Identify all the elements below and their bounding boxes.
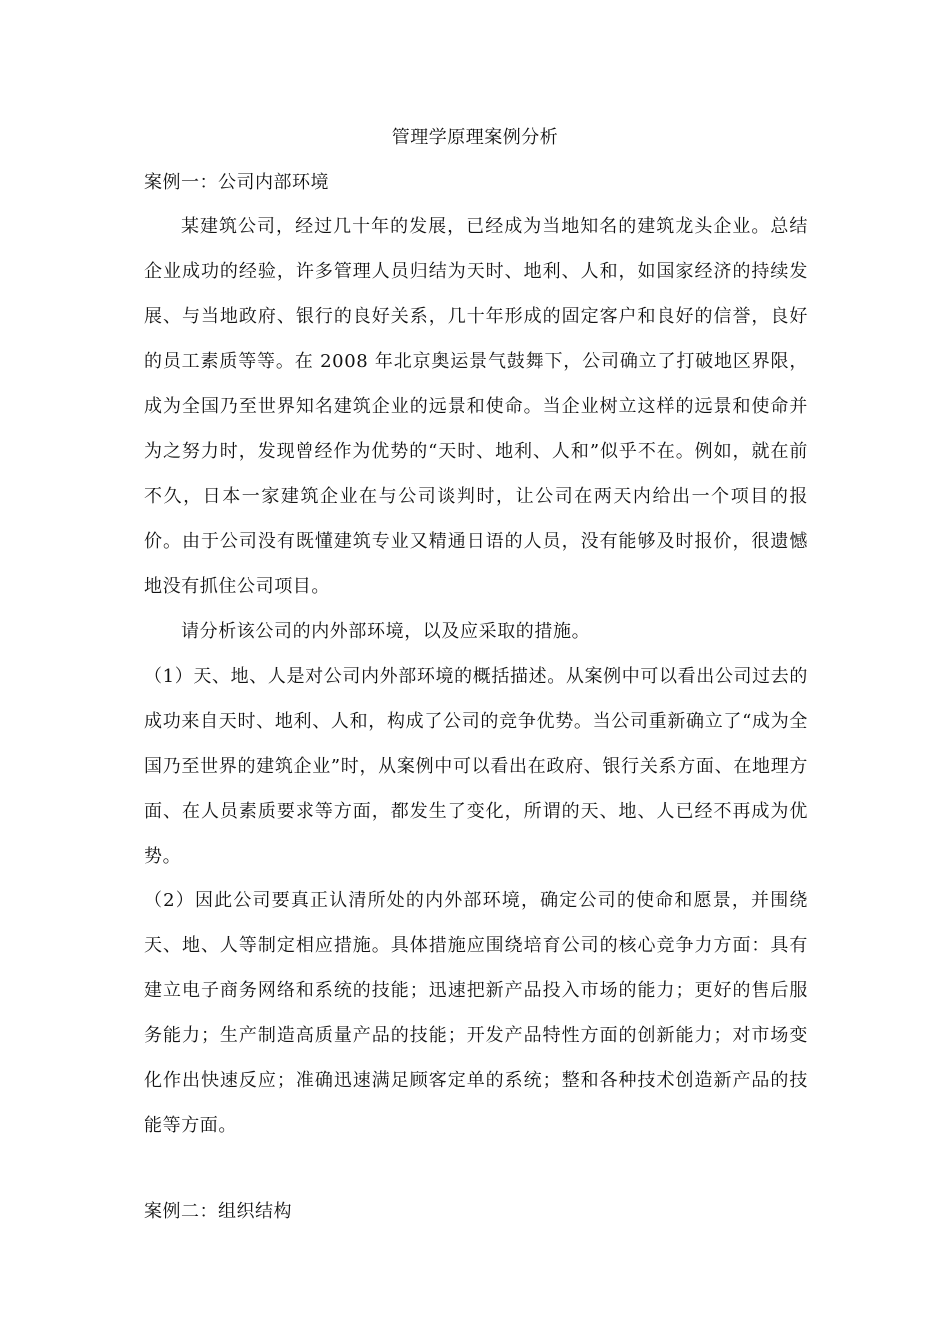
case2-heading: 案例二：组织结构: [144, 1201, 292, 1222]
case1-answer-2: （2）因此公司要真正认清所处的内外部环境，确定公司的使命和愿景，并围绕天、地、人等制定相应措施。具体措施应围绕培育公司的核心竞争力方面：具有建立电子商务网络和系统的技能；迅速把新产品投入市场的能力；更好的售后服务能力；生产制造高质量产品的技能；开发产品特性方面的创新能力；对市场变化作出快速反应；准确迅速满足顾客定单的系统；整和各种技术创造新产品的技能等方面。: [144, 890, 808, 1136]
case1-question: 请分析该公司的内外部环境，以及应采取的措施。: [181, 621, 591, 642]
document-title: 管理学原理案例分析: [391, 127, 559, 148]
case1-heading: 案例一：公司内部环境: [144, 172, 329, 193]
case1-description: 某建筑公司，经过几十年的发展，已经成为当地知名的建筑龙头企业。总结企业成功的经验，许多管理人员归结为天时、地利、人和，如国家经济的持续发展、与当地政府、银行的良好关系，几十年形成的固定客户和良好的信誉，良好的员工素质等等。在 2008 年北京奥运景气鼓舞下，公司确立了打破地区界限，成为全国乃至世界知名建筑企业的远景和使命。当企业树立这样的远景和使命并为之努力时，发现曾经作为优势的“天时、地利、人和”似乎不在。例如，就在前不久，日本一家建筑企业在与公司谈判时，让公司在两天内给出一个项目的报价。由于公司没有既懂建筑专业又精通日语的人员，没有能够及时报价，很遗憾地没有抓住公司项目。: [144, 216, 808, 597]
case1-answer-1: （1）天、地、人是对公司内外部环境的概括描述。从案例中可以看出公司过去的成功来自天时、地利、人和，构成了公司的竞争优势。当公司重新确立了“成为全国乃至世界的建筑企业”时，从案例中可以看出在政府、银行关系方面、在地理方面、在人员素质要求等方面，都发生了变化，所谓的天、地、人已经不再成为优势。: [144, 666, 808, 867]
